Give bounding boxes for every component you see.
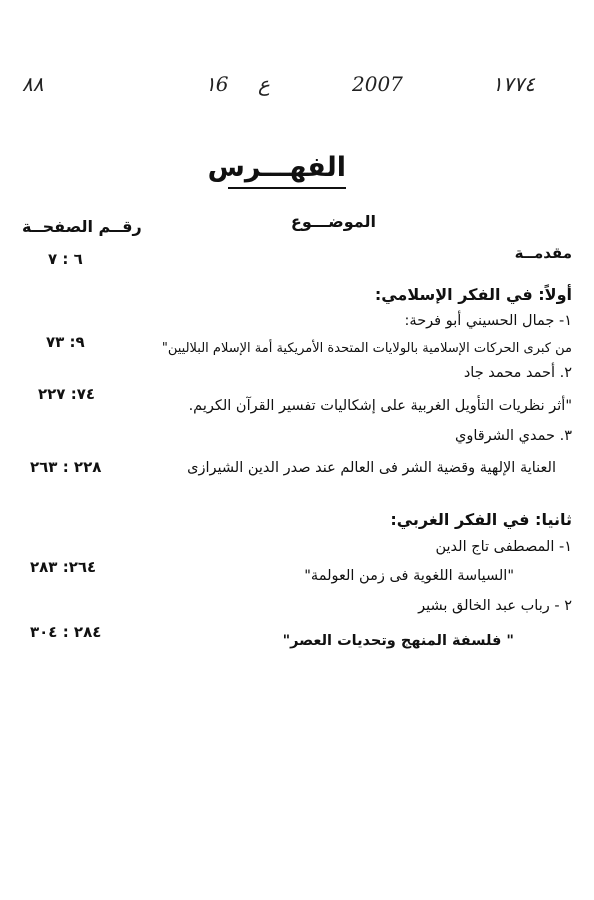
entry-title: "أثر نظريات التأويل الغربية على إشكاليات تفسير القرآن الكريم.: [188, 398, 572, 414]
intro-pages: ٦ : ٧: [48, 250, 83, 268]
entry-pages: ٢٦٤: ٢٨٣: [30, 558, 97, 576]
handwritten-year: 2007: [352, 72, 403, 96]
handwritten-serial-number: ١٧٧٤: [492, 72, 535, 96]
handwritten-page-number: ٨٨: [22, 72, 44, 96]
handwritten-issue-number: ١6: [205, 72, 229, 96]
page-column-header: رقــم الصفحــة: [22, 217, 142, 236]
entry-author: ١- جمال الحسيني أبو فرحة:: [404, 313, 572, 329]
section-heading-islamic-thought: أولاً: في الفكر الإسلامي:: [374, 285, 572, 304]
entry-author: ١- المصطفى تاج الدين: [435, 539, 572, 555]
entry-pages: ٢٨٤ : ٣٠٤: [30, 623, 102, 641]
title-underline: [228, 187, 346, 189]
section-heading-western-thought: ثانيا: في الفكر الغربي:: [390, 510, 572, 529]
entry-author: ٢. أحمد محمد جاد: [463, 365, 572, 381]
entry-title: " فلسفة المنهج وتحديات العصر": [282, 633, 514, 649]
entry-pages: ٢٢٨ : ٢٦٣: [30, 458, 102, 476]
entry-pages: ٧٤: ٢٢٧: [38, 385, 96, 403]
topic-column-header: الموضـــوع: [290, 212, 376, 231]
entry-title: من كبرى الحركات الإسلامية بالولايات المتحدة الأمريكية أمة الإسلام البلاليين": [161, 341, 572, 356]
entry-title: العناية الإلهية وقضية الشر فى العالم عند صدر الدين الشيرازى: [187, 460, 556, 476]
entry-pages: ٩: ٧٣: [46, 333, 85, 351]
handwritten-issue-letter: ع: [258, 72, 270, 96]
entry-author: ٣. حمدي الشرقاوي: [454, 428, 572, 444]
entry-author: ٢ - رباب عبد الخالق بشير: [418, 598, 572, 614]
entry-title: "السياسة اللغوية فى زمن العولمة": [304, 568, 514, 584]
page-title: الفهـــرس: [207, 152, 346, 183]
intro-label: مقدمــة: [514, 244, 572, 262]
